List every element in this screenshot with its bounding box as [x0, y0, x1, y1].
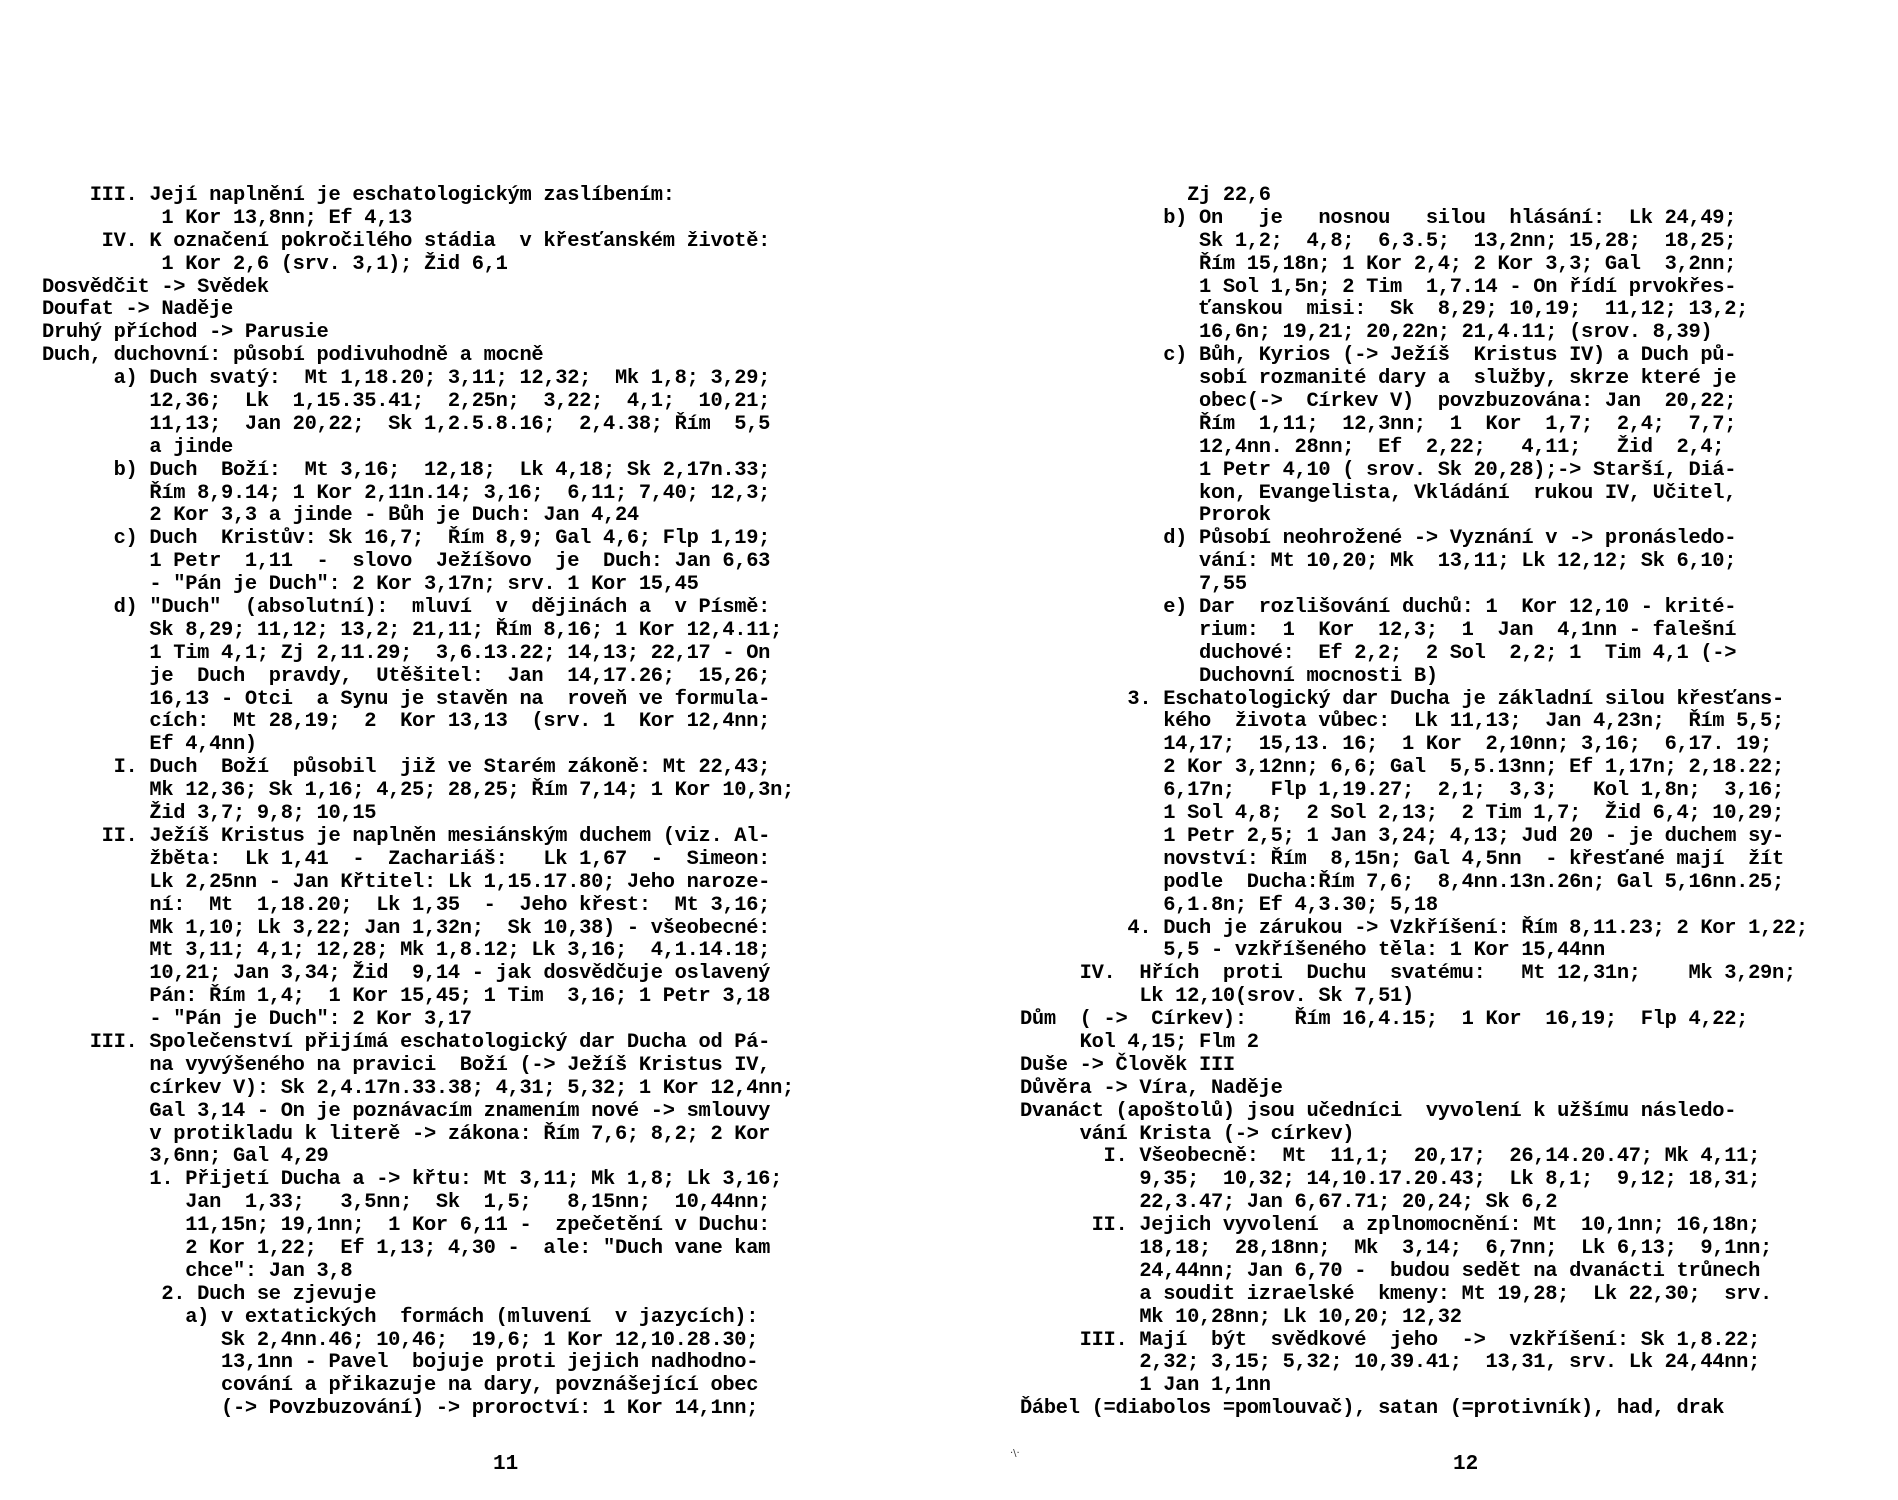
text-line: d) Působí neohrožené -> Vyznání v -> pronásledo- — [1020, 527, 1737, 551]
text-line: 22,3.47; Jan 6,67.71; 20,24; Sk 6,2 — [1020, 1191, 1558, 1215]
text-line: I. Všeobecně: Mt 11,1; 20,17; 26,14.20.47; Mk 4,11; — [1020, 1145, 1761, 1169]
text-line: kon, Evangelista, Vkládání rukou IV, Učitel, — [1020, 481, 1737, 505]
text-line: kého života vůbec: Lk 11,13; Jan 4,23n; Řím 5,5; — [1020, 710, 1784, 734]
text-line: 3,6nn; Gal 4,29 — [42, 1145, 329, 1169]
text-line: Řím 15,18n; 1 Kor 2,4; 2 Kor 3,3; Gal 3,2nn; — [1020, 252, 1737, 276]
text-line: 9,35; 10,32; 14,10.17.20.43; Lk 8,1; 9,12; 18,31; — [1020, 1168, 1761, 1192]
scan-speck: ·\· — [1010, 1448, 1020, 1459]
text-line: 5,5 - vzkříšeného těla: 1 Kor 15,44nn — [1020, 939, 1605, 963]
text-line: 13,1nn - Pavel bojuje proti jejich nadhodno- — [42, 1351, 759, 1375]
text-line: cích: Mt 28,19; 2 Kor 13,13 (srv. 1 Kor 12,4nn; — [42, 710, 771, 734]
text-line: III. Její naplnění je eschatologickým zaslíbením: — [42, 184, 675, 207]
text-line: vání: Mt 10,20; Mk 13,11; Lk 12,12; Sk 6,10; — [1020, 550, 1737, 574]
text-line: vání Krista (-> církev) — [1020, 1122, 1355, 1146]
text-line: 1 Kor 13,8nn; Ef 4,13 — [42, 206, 413, 230]
text-line: Duch, duchovní: působí podivuhodně a mocně — [42, 344, 544, 368]
text-line: 11,15n; 19,1nn; 1 Kor 6,11 - zpečetění v Duchu: — [42, 1214, 771, 1238]
text-line: 6,17n; Flp 1,19.27; 2,1; 3,3; Kol 1,8n; 3,16; — [1020, 779, 1784, 803]
text-line: ní: Mt 1,18.20; Lk 1,35 - Jeho křest: Mt 3,16; — [42, 893, 771, 917]
text-line: 1 Sol 1,5n; 2 Tim 1,7.14 - On řídí prvokřes- — [1020, 275, 1737, 299]
text-line: c) Duch Kristův: Sk 16,7; Řím 8,9; Gal 4,6; Flp 1,19; — [42, 527, 771, 551]
text-line: ťanskou misi: Sk 8,29; 10,19; 11,12; 13,2; — [1020, 298, 1749, 322]
text-line: 1 Sol 4,8; 2 Sol 2,13; 2 Tim 1,7; Žid 6,4; 10,29; — [1020, 802, 1784, 826]
text-line: III. Mají být svědkové jeho -> vzkříšení: Sk 1,8.22; — [1020, 1328, 1761, 1352]
text-line: 7,55 — [1020, 573, 1247, 597]
text-line: 2 Kor 3,12nn; 6,6; Gal 5,5.13nn; Ef 1,17n; 2,18.22; — [1020, 756, 1784, 780]
text-line: 1 Petr 2,5; 1 Jan 3,24; 4,13; Jud 20 - je duchem sy- — [1020, 824, 1784, 848]
text-line: sobí rozmanité dary a služby, skrze které je — [1020, 367, 1737, 391]
text-line: podle Ducha:Řím 7,6; 8,4nn.13n.26n; Gal 5,16nn.25; — [1020, 870, 1784, 894]
text-line: Jan 1,33; 3,5nn; Sk 1,5; 8,15nn; 10,44nn; — [42, 1191, 771, 1215]
text-line: Mk 10,28nn; Lk 10,20; 12,32 — [1020, 1305, 1462, 1329]
text-line: - "Pán je Duch": 2 Kor 3,17n; srv. 1 Kor 15,45 — [42, 573, 699, 597]
text-line: 14,17; 15,13. 16; 1 Kor 2,10nn; 3,16; 6,17. 19; — [1020, 733, 1772, 757]
text-line: a) Duch svatý: Mt 1,18.20; 3,11; 12,32; Mk 1,8; 3,29; — [42, 367, 771, 391]
text-line: Lk 2,25nn - Jan Křtitel: Lk 1,15.17.80; Jeho naroze- — [42, 870, 771, 894]
text-line: c) Bůh, Kyrios (-> Ježíš Kristus IV) a Duch pů- — [1020, 344, 1737, 368]
text-line: cování a přikazuje na dary, povznášející obec — [42, 1374, 759, 1398]
text-line: 1 Jan 1,1nn — [1020, 1374, 1271, 1398]
text-line: novství: Řím 8,15n; Gal 4,5nn - křesťané mají žít — [1020, 847, 1784, 871]
text-line: na vyvýšeného na pravici Boží (-> Ježíš Kristus IV, — [42, 1053, 771, 1077]
text-line: e) Dar rozlišování duchů: 1 Kor 12,10 - krité- — [1020, 596, 1737, 620]
text-line: II. Ježíš Kristus je naplněn mesiánským duchem (viz. Al- — [42, 824, 771, 848]
page-number-right: 12 — [1453, 1453, 1479, 1476]
text-line: Důvěra -> Víra, Naděje — [1020, 1076, 1283, 1100]
text-line: obec(-> Církev V) povzbuzována: Jan 20,22; — [1020, 390, 1737, 414]
text-line: 4. Duch je zárukou -> Vzkříšení: Řím 8,11.23; 2 Kor 1,22; — [1020, 916, 1808, 940]
text-line: Mk 1,10; Lk 3,22; Jan 1,32n; Sk 10,38) - všeobecné: — [42, 916, 771, 940]
text-line: 1 Kor 2,6 (srv. 3,1); Žid 6,1 — [42, 252, 508, 276]
text-line: Kol 4,15; Flm 2 — [1020, 1030, 1259, 1054]
text-line: rium: 1 Kor 12,3; 1 Jan 4,1nn - falešní — [1020, 618, 1737, 642]
text-line: I. Duch Boží působil již ve Starém zákoně: Mt 22,43; — [42, 756, 771, 780]
text-line: II. Jejich vyvolení a zplnomocnění: Mt 10,1nn; 16,18n; — [1020, 1214, 1761, 1238]
text-line: (-> Povzbuzování) -> proroctví: 1 Kor 14,1nn; — [42, 1397, 759, 1421]
text-line: 12,36; Lk 1,15.35.41; 2,25n; 3,22; 4,1; 10,21; — [42, 390, 771, 414]
text-line: a soudit izraelské kmeny: Mt 19,28; Lk 22,30; srv. — [1020, 1282, 1772, 1306]
text-line: Pán: Řím 1,4; 1 Kor 15,45; 1 Tim 3,16; 1 Petr 3,18 — [42, 985, 771, 1009]
text-line: chce": Jan 3,8 — [42, 1259, 353, 1283]
text-line: IV. Hřích proti Duchu svatému: Mt 12,31n; Mk 3,29n; — [1020, 962, 1796, 986]
text-line: 1 Petr 1,11 - slovo Ježíšovo je Duch: Jan 6,63 — [42, 550, 771, 574]
text-line: 3. Eschatologický dar Ducha je základní silou křesťans- — [1020, 687, 1784, 711]
text-line: III. Společenství přijímá eschatologický dar Ducha od Pá- — [42, 1030, 771, 1054]
text-line: b) On je nosnou silou hlásání: Lk 24,49; — [1020, 206, 1737, 230]
text-line: Duchovní mocnosti B) — [1020, 664, 1438, 688]
text-line: Ďábel (=diabolos =pomlouvač), satan (=protivník), had, drak — [1020, 1397, 1725, 1421]
text-line: 12,4nn. 28nn; Ef 2,22; 4,11; Žid 2,4; — [1020, 435, 1725, 459]
text-line: Druhý příchod -> Parusie — [42, 321, 329, 345]
text-line: Prorok — [1020, 504, 1271, 528]
text-line: b) Duch Boží: Mt 3,16; 12,18; Lk 4,18; Sk 2,17n.33; — [42, 458, 771, 482]
text-line: Zj 22,6 — [1020, 184, 1271, 207]
page-number-left: 11 — [493, 1453, 519, 1476]
text-line: Dvanáct (apoštolů) jsou učedníci vyvolení k užšímu následo- — [1020, 1099, 1737, 1123]
text-line: Dosvědčit -> Svědek — [42, 275, 269, 299]
text-line: 11,13; Jan 20,22; Sk 1,2.5.8.16; 2,4.38; Řím 5,5 — [42, 412, 771, 436]
text-line: duchové: Ef 2,2; 2 Sol 2,2; 1 Tim 4,1 (-> — [1020, 641, 1737, 665]
text-line: Sk 1,2; 4,8; 6,3.5; 13,2nn; 15,28; 18,25; — [1020, 229, 1737, 253]
left-page — [42, 185, 922, 1421]
text-line: Doufat -> Naděje — [42, 298, 233, 322]
text-line: je Duch pravdy, Utěšitel: Jan 14,17.26; 15,26; — [42, 664, 771, 688]
text-line: Řím 1,11; 12,3nn; 1 Kor 1,7; 2,4; 7,7; — [1020, 412, 1737, 436]
text-line: 2 Kor 3,3 a jinde - Bůh je Duch: Jan 4,24 — [42, 504, 639, 528]
text-line: Gal 3,14 - On je poznávacím znamením nové -> smlouvy — [42, 1099, 771, 1123]
text-line: IV. K označení pokročilého stádia v křesťanském životě: — [42, 229, 771, 253]
text-line: 2,32; 3,15; 5,32; 10,39.41; 13,31, srv. Lk 24,44nn; — [1020, 1351, 1761, 1375]
text-line: a jinde — [42, 435, 233, 459]
text-line: Dům ( -> Církev): Řím 16,4.15; 1 Kor 16,19; Flp 4,22; — [1020, 1008, 1749, 1032]
text-line: Duše -> Člověk III — [1020, 1053, 1235, 1077]
text-line: 2. Duch se zjevuje — [42, 1282, 377, 1306]
text-line: 16,6n; 19,21; 20,22n; 21,4.11; (srov. 8,39) — [1020, 321, 1713, 345]
text-line: v protikladu k literě -> zákona: Řím 7,6; 8,2; 2 Kor — [42, 1122, 771, 1146]
text-line: Ef 4,4nn) — [42, 733, 257, 757]
text-line: 18,18; 28,18nn; Mk 3,14; 6,7nn; Lk 6,13; 9,1nn; — [1020, 1236, 1772, 1260]
text-line: - "Pán je Duch": 2 Kor 3,17 — [42, 1008, 472, 1032]
text-line: církev V): Sk 2,4.17n.33.38; 4,31; 5,32; 1 Kor 12,4nn; — [42, 1076, 794, 1100]
text-line: Sk 2,4nn.46; 10,46; 19,6; 1 Kor 12,10.28.30; — [42, 1328, 759, 1352]
text-line: 1 Petr 4,10 ( srov. Sk 20,28);-> Starší, Diá- — [1020, 458, 1737, 482]
text-line: Mt 3,11; 4,1; 12,28; Mk 1,8.12; Lk 3,16; 4,1.14.18; — [42, 939, 771, 963]
text-line: 2 Kor 1,22; Ef 1,13; 4,30 - ale: "Duch vane kam — [42, 1236, 771, 1260]
text-line: 6,1.8n; Ef 4,3.30; 5,18 — [1020, 893, 1438, 917]
text-line: 1. Přijetí Ducha a -> křtu: Mt 3,11; Mk 1,8; Lk 3,16; — [42, 1168, 783, 1192]
text-line: žběta: Lk 1,41 - Zachariáš: Lk 1,67 - Simeon: — [42, 847, 771, 871]
text-line: 24,44nn; Jan 6,70 - budou sedět na dvanácti trůnech — [1020, 1259, 1761, 1283]
text-line: Lk 12,10(srov. Sk 7,51) — [1020, 985, 1414, 1009]
text-line: 1 Tim 4,1; Zj 2,11.29; 3,6.13.22; 14,13; 22,17 - On — [42, 641, 771, 665]
text-line: Řím 8,9.14; 1 Kor 2,11n.14; 3,16; 6,11; 7,40; 12,3; — [42, 481, 771, 505]
text-line: a) v extatických formách (mluvení v jazycích): — [42, 1305, 759, 1329]
text-line: Mk 12,36; Sk 1,16; 4,25; 28,25; Řím 7,14; 1 Kor 10,3n; — [42, 779, 794, 803]
text-line: d) "Duch" (absolutní): mluví v dějinách a v Písmě: — [42, 596, 771, 620]
text-line: 10,21; Jan 3,34; Žid 9,14 - jak dosvědčuje oslavený — [42, 962, 771, 986]
text-line: 16,13 - Otci a Synu je stavěn na roveň ve formula- — [42, 687, 771, 711]
right-page — [1020, 185, 1898, 1421]
text-line: Žid 3,7; 9,8; 10,15 — [42, 802, 377, 826]
text-line: Sk 8,29; 11,12; 13,2; 21,11; Řím 8,16; 1 Kor 12,4.11; — [42, 618, 783, 642]
